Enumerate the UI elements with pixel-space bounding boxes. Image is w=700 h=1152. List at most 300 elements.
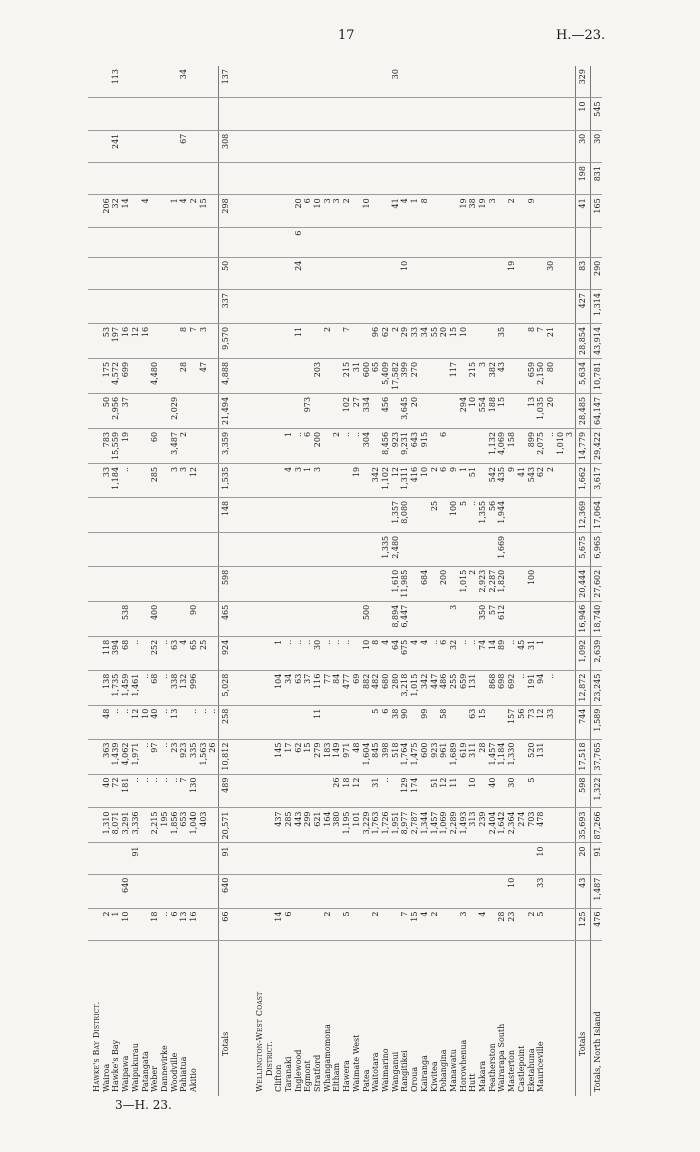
table-cell xyxy=(507,98,517,130)
table-cell xyxy=(565,323,575,358)
table-cell: 40 xyxy=(102,774,112,808)
table-cell: 996 xyxy=(189,670,199,705)
table-cell xyxy=(371,290,381,324)
table-cell xyxy=(102,130,112,162)
table-cell: 215 xyxy=(342,358,352,393)
table-cell xyxy=(121,532,131,566)
table-cell: 2 xyxy=(391,323,401,358)
table-cell: 23,245 xyxy=(590,670,602,705)
table-cell xyxy=(323,393,333,428)
table-cell: 89 xyxy=(497,636,507,670)
table-cell xyxy=(371,874,381,908)
table-cell xyxy=(303,163,313,195)
table-cell: 1,669 xyxy=(497,532,507,566)
table-cell: 197 xyxy=(111,323,121,358)
table-cell xyxy=(284,566,294,601)
table-cell xyxy=(332,843,342,874)
table-cell xyxy=(488,130,498,162)
table-cell xyxy=(88,393,102,428)
totals-row xyxy=(219,66,233,1096)
table-cell: 65 xyxy=(189,636,199,670)
table-cell xyxy=(381,98,391,130)
table-cell: 188 xyxy=(488,393,498,428)
table-cell xyxy=(459,257,469,289)
row-label: Rangitikei xyxy=(400,1050,410,1092)
table-cell: 64 xyxy=(391,636,401,670)
table-cell xyxy=(410,66,420,98)
table-cell xyxy=(265,908,275,940)
table-cell xyxy=(179,843,189,874)
table-cell xyxy=(459,774,469,808)
table-cell: 4 xyxy=(420,908,430,940)
row-label: Waimarino xyxy=(380,1048,390,1092)
table-cell xyxy=(111,843,121,874)
table-cell xyxy=(284,532,294,566)
table-cell xyxy=(400,843,410,874)
table-cell: 2 xyxy=(332,428,342,463)
table-cell xyxy=(410,227,420,257)
table-cell xyxy=(160,497,170,532)
table-cell: 6 xyxy=(439,428,449,463)
table-cell xyxy=(556,497,566,532)
table-cell xyxy=(251,636,265,670)
table-cell xyxy=(497,227,507,257)
table-cell: 1,604 xyxy=(362,739,372,774)
table-cell: 684 xyxy=(420,566,430,601)
table-cell xyxy=(420,843,430,874)
table-cell: 2,075 xyxy=(536,428,546,463)
table-cell xyxy=(381,227,391,257)
table-cell xyxy=(478,163,488,195)
table-cell xyxy=(468,163,478,195)
table-cell xyxy=(352,195,362,227)
table-cell xyxy=(265,66,275,98)
row-label: Pahiatua xyxy=(179,1056,189,1092)
table-cell xyxy=(199,428,209,463)
table-cell: .. xyxy=(468,636,478,670)
table-cell xyxy=(439,98,449,130)
table-cell: 2 xyxy=(189,195,199,227)
table-cell xyxy=(131,358,141,393)
table-cell xyxy=(342,257,352,289)
table-cell xyxy=(274,358,284,393)
table-cell xyxy=(449,98,459,130)
table-cell xyxy=(565,463,575,497)
table-cell: 14 xyxy=(488,636,498,670)
table-cell xyxy=(323,257,333,289)
table-cell xyxy=(179,98,189,130)
table-cell xyxy=(88,227,102,257)
table-cell xyxy=(468,908,478,940)
table-cell xyxy=(420,227,430,257)
table-cell: 28,854 xyxy=(576,323,591,358)
table-cell: 83 xyxy=(576,257,591,289)
table-cell xyxy=(121,66,131,98)
table-cell xyxy=(199,566,209,601)
table-row xyxy=(208,66,218,1096)
table-cell: 33 xyxy=(536,874,546,908)
table-cell xyxy=(507,566,517,601)
table-cell: 43 xyxy=(576,874,591,908)
table-cell xyxy=(439,227,449,257)
table-cell: 41 xyxy=(576,195,591,227)
table-cell xyxy=(233,393,251,428)
table-cell xyxy=(439,257,449,289)
table-cell xyxy=(381,497,391,532)
table-cell xyxy=(507,290,517,324)
table-cell xyxy=(449,163,459,195)
table-cell: 68 xyxy=(121,636,131,670)
table-cell xyxy=(208,290,218,324)
table-cell xyxy=(517,908,527,940)
table-cell xyxy=(459,358,469,393)
table-cell: 2,639 xyxy=(590,636,602,670)
table-cell xyxy=(160,428,170,463)
table-cell xyxy=(352,636,362,670)
table-cell xyxy=(536,290,546,324)
table-cell xyxy=(478,843,488,874)
table-cell xyxy=(439,163,449,195)
table-cell xyxy=(274,195,284,227)
table-cell xyxy=(121,163,131,195)
table-cell xyxy=(352,290,362,324)
table-cell xyxy=(274,163,284,195)
table-row xyxy=(332,66,342,1096)
table-cell xyxy=(381,130,391,162)
table-cell xyxy=(179,601,189,636)
table-cell xyxy=(265,601,275,636)
table-cell: 598 xyxy=(576,774,591,808)
table-cell xyxy=(332,257,342,289)
table-cell xyxy=(233,601,251,636)
table-cell: 1,040 xyxy=(189,808,199,843)
table-cell xyxy=(468,257,478,289)
table-cell: 148 xyxy=(219,497,233,532)
table-cell xyxy=(362,66,372,98)
table-cell: 45 xyxy=(517,636,527,670)
table-cell xyxy=(459,163,469,195)
table-cell xyxy=(208,163,218,195)
table-cell xyxy=(468,323,478,358)
table-cell: 14,779 xyxy=(576,428,591,463)
table-cell: 131 xyxy=(536,739,546,774)
row-label: Pohangina xyxy=(439,1049,449,1092)
table-cell xyxy=(497,257,507,289)
table-cell: 4 xyxy=(141,195,151,227)
table-cell xyxy=(371,66,381,98)
table-cell xyxy=(400,98,410,130)
table-row xyxy=(565,66,575,1096)
table-cell xyxy=(284,227,294,257)
table-cell: 10 xyxy=(420,463,430,497)
table-cell xyxy=(517,601,527,636)
table-cell: 41 xyxy=(517,463,527,497)
table-cell xyxy=(88,98,102,130)
table-cell: 28 xyxy=(179,358,189,393)
table-cell xyxy=(556,636,566,670)
table-cell: 28,485 xyxy=(576,393,591,428)
table-cell: 619 xyxy=(459,739,469,774)
table-cell xyxy=(121,566,131,601)
table-cell xyxy=(449,705,459,739)
table-cell xyxy=(546,601,556,636)
table-cell xyxy=(141,163,151,195)
table-cell xyxy=(507,358,517,393)
table-cell xyxy=(199,290,209,324)
table-cell: 1,459 xyxy=(121,670,131,705)
table-cell xyxy=(565,739,575,774)
table-cell: 28 xyxy=(497,908,507,940)
table-cell: 4 xyxy=(410,636,420,670)
table-cell xyxy=(294,98,304,130)
table-cell: 621 xyxy=(313,808,323,843)
table-cell xyxy=(439,66,449,98)
table-cell: 1,322 xyxy=(590,774,602,808)
table-cell xyxy=(478,874,488,908)
table-cell: 118 xyxy=(102,636,112,670)
table-cell xyxy=(160,463,170,497)
table-cell xyxy=(313,257,323,289)
table-cell xyxy=(131,601,141,636)
table-cell: 692 xyxy=(507,670,517,705)
table-cell xyxy=(439,195,449,227)
table-cell xyxy=(233,908,251,940)
table-cell xyxy=(313,774,323,808)
table-cell xyxy=(488,163,498,195)
table-cell: 99 xyxy=(420,705,430,739)
table-cell: 6 xyxy=(303,428,313,463)
table-cell: 2 xyxy=(179,428,189,463)
table-cell xyxy=(141,843,151,874)
table-cell xyxy=(536,566,546,601)
table-cell xyxy=(332,601,342,636)
table-cell: 183 xyxy=(323,739,333,774)
table-cell xyxy=(150,66,160,98)
table-cell xyxy=(88,670,102,705)
table-cell xyxy=(199,532,209,566)
table-cell xyxy=(265,774,275,808)
row-label: Totals xyxy=(219,940,233,1096)
table-cell: 1,330 xyxy=(507,739,517,774)
table-cell xyxy=(233,98,251,130)
table-cell xyxy=(208,532,218,566)
table-cell: 304 xyxy=(362,428,372,463)
table-cell: 5 xyxy=(371,705,381,739)
table-cell xyxy=(546,774,556,808)
row-label: Kiwitea xyxy=(429,1061,439,1092)
table-cell xyxy=(430,195,440,227)
table-cell: 1,589 xyxy=(590,705,602,739)
table-cell: 10 xyxy=(400,257,410,289)
table-cell xyxy=(565,601,575,636)
table-cell xyxy=(362,843,372,874)
table-cell: 12 xyxy=(391,463,401,497)
table-cell xyxy=(199,601,209,636)
table-cell: 145 xyxy=(274,739,284,774)
table-cell xyxy=(439,290,449,324)
table-cell xyxy=(313,163,323,195)
table-cell xyxy=(536,98,546,130)
table-cell xyxy=(400,532,410,566)
table-cell xyxy=(352,705,362,739)
table-cell: .. xyxy=(141,774,151,808)
row-label: Hawera xyxy=(342,1060,352,1092)
table-cell xyxy=(430,843,440,874)
table-cell: 3,218 xyxy=(400,670,410,705)
table-cell xyxy=(439,908,449,940)
table-cell xyxy=(556,195,566,227)
table-cell xyxy=(468,874,478,908)
table-cell: 12 xyxy=(189,463,199,497)
table-cell xyxy=(251,705,265,739)
table-cell: 1 xyxy=(284,428,294,463)
table-cell: 16 xyxy=(141,323,151,358)
table-cell xyxy=(179,290,189,324)
table-cell xyxy=(497,705,507,739)
table-cell: 34 xyxy=(420,323,430,358)
table-cell xyxy=(141,393,151,428)
table-row xyxy=(352,66,362,1096)
table-cell: 337 xyxy=(219,290,233,324)
table-cell xyxy=(313,98,323,130)
table-cell xyxy=(430,66,440,98)
table-cell: 87,266 xyxy=(590,808,602,843)
table-cell: .. xyxy=(160,636,170,670)
table-cell xyxy=(517,323,527,358)
grand-totals-row xyxy=(590,66,602,1096)
table-cell xyxy=(199,463,209,497)
table-cell: 783 xyxy=(102,428,112,463)
table-cell: 203 xyxy=(313,358,323,393)
table-cell xyxy=(323,227,333,257)
table-cell xyxy=(576,227,591,257)
table-cell xyxy=(274,393,284,428)
table-cell: 30 xyxy=(391,66,401,98)
table-cell xyxy=(391,290,401,324)
table-cell xyxy=(170,566,180,601)
table-cell xyxy=(420,130,430,162)
table-cell xyxy=(251,601,265,636)
table-cell xyxy=(170,163,180,195)
table-cell: 15 xyxy=(497,393,507,428)
table-cell xyxy=(141,428,151,463)
table-cell: 299 xyxy=(303,808,313,843)
table-cell xyxy=(88,66,102,98)
table-cell: 1,195 xyxy=(342,808,352,843)
table-cell xyxy=(251,566,265,601)
table-cell xyxy=(323,98,333,130)
table-cell: 6,965 xyxy=(590,532,602,566)
table-cell xyxy=(371,566,381,601)
table-cell xyxy=(362,130,372,162)
table-cell xyxy=(102,843,112,874)
table-cell xyxy=(478,290,488,324)
table-cell xyxy=(141,257,151,289)
table-cell xyxy=(160,290,170,324)
table-cell: 37 xyxy=(121,393,131,428)
table-cell xyxy=(189,257,199,289)
table-cell xyxy=(507,393,517,428)
table-cell xyxy=(251,739,265,774)
table-cell xyxy=(488,843,498,874)
table-cell xyxy=(517,774,527,808)
table-cell xyxy=(565,908,575,940)
table-cell xyxy=(141,497,151,532)
table-cell: 12,369 xyxy=(576,497,591,532)
table-cell: 3,487 xyxy=(170,428,180,463)
table-cell: 6 xyxy=(439,636,449,670)
table-cell: 11 xyxy=(313,705,323,739)
table-cell: 31 xyxy=(371,774,381,808)
table-cell: 1,951 xyxy=(391,808,401,843)
table-row xyxy=(556,66,566,1096)
table-cell xyxy=(468,130,478,162)
table-cell xyxy=(420,874,430,908)
table-cell: 62 xyxy=(294,739,304,774)
table-cell xyxy=(233,66,251,98)
table-row xyxy=(189,66,199,1096)
table-cell: 100 xyxy=(449,497,459,532)
row-label: Waimate West xyxy=(351,1034,361,1092)
table-cell xyxy=(478,227,488,257)
table-cell xyxy=(507,227,517,257)
table-row xyxy=(497,66,507,1096)
table-cell: 255 xyxy=(449,670,459,705)
table-cell: 64,147 xyxy=(590,393,602,428)
table-cell: 31 xyxy=(527,636,537,670)
table-cell: 102 xyxy=(342,393,352,428)
table-cell xyxy=(265,532,275,566)
table-row xyxy=(400,66,410,1096)
table-cell xyxy=(233,532,251,566)
table-cell xyxy=(449,566,459,601)
table-cell xyxy=(284,257,294,289)
table-cell: 10 xyxy=(576,98,591,130)
table-cell xyxy=(590,227,602,257)
table-cell xyxy=(251,908,265,940)
table-cell: .. xyxy=(303,636,313,670)
table-cell xyxy=(556,843,566,874)
table-cell xyxy=(265,98,275,130)
table-cell xyxy=(303,358,313,393)
table-cell xyxy=(189,566,199,601)
district-heading xyxy=(251,66,265,1096)
table-cell: 62 xyxy=(536,463,546,497)
table-cell xyxy=(565,670,575,705)
table-cell xyxy=(565,774,575,808)
table-cell xyxy=(332,290,342,324)
table-row xyxy=(478,66,488,1096)
table-cell xyxy=(313,843,323,874)
table-row xyxy=(284,66,294,1096)
table-cell: 5 xyxy=(536,908,546,940)
table-cell: 1,563 xyxy=(199,739,209,774)
table-cell xyxy=(371,601,381,636)
table-cell xyxy=(430,705,440,739)
table-cell xyxy=(371,497,381,532)
table-cell xyxy=(170,601,180,636)
table-cell: 1,461 xyxy=(131,670,141,705)
table-cell xyxy=(274,774,284,808)
table-cell xyxy=(141,463,151,497)
table-cell xyxy=(342,843,352,874)
table-cell xyxy=(332,705,342,739)
table-cell xyxy=(208,566,218,601)
table-cell xyxy=(141,908,151,940)
table-cell xyxy=(556,358,566,393)
row-label: Makara xyxy=(478,1060,488,1092)
table-cell xyxy=(88,874,102,908)
